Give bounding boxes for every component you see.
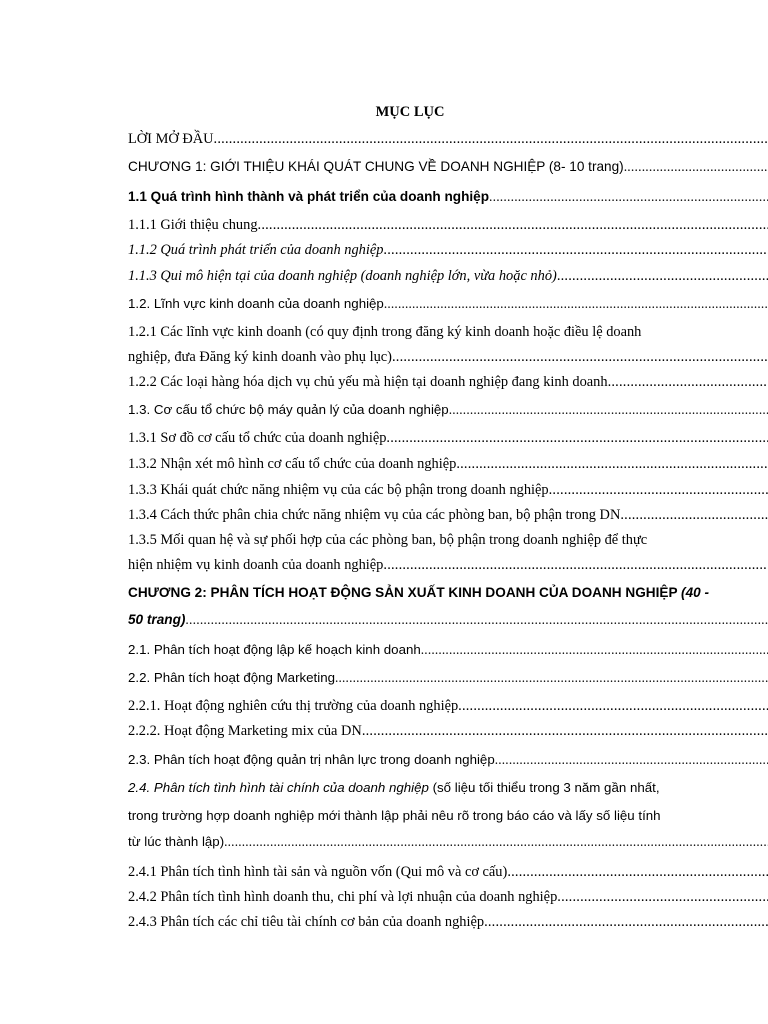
toc-entry-text: 2.4.1 Phân tích tình hình tài sản và nguồn vốn (Qui mô và cơ cấu) <box>128 864 508 880</box>
toc-entry-text: 2.4.2 Phân tích tình hình doanh thu, chi phí và lợi nhuận của doanh nghiệp <box>128 889 558 905</box>
toc-entry-text: 1.3.5 Mối quan hệ và sự phối hợp của các phòng ban, bộ phận trong doanh nghiệp để thực <box>128 532 648 548</box>
dot-leader <box>335 670 768 685</box>
toc-entry-line-1[interactable] <box>128 530 768 550</box>
toc-entry-text: 1.3.3 Khái quát chức năng nhiệm vụ của các bộ phận trong doanh nghiệp <box>128 482 549 498</box>
toc-entry[interactable] <box>128 428 768 448</box>
toc-entry-line-2[interactable] <box>128 347 768 367</box>
dot-leader <box>383 557 768 573</box>
toc-entry-text: 2.1. Phân tích hoạt động lập kế hoạch kinh doanh <box>128 642 421 657</box>
dot-leader <box>392 349 768 365</box>
dot-leader <box>224 834 768 849</box>
dot-leader <box>214 131 768 147</box>
dot-leader <box>421 642 768 657</box>
toc-entry-page-range: (40 - <box>681 585 709 600</box>
dot-leader <box>258 217 768 233</box>
toc-entry[interactable] <box>128 129 768 149</box>
toc-entry[interactable] <box>128 640 768 660</box>
dot-leader <box>620 507 768 523</box>
toc-entry-text: 1.3.4 Cách thức phân chia chức năng nhiệm vụ của các phòng ban, bộ phận trong DN <box>128 507 621 523</box>
toc-entry-line-1[interactable] <box>128 583 768 603</box>
toc-entry[interactable] <box>128 454 768 474</box>
toc-entry[interactable] <box>128 480 768 500</box>
toc-entry-text: 1.1.1 Giới thiệu chung <box>128 217 258 233</box>
toc-entry-text: 1.2.1 Các lĩnh vực kinh doanh (có quy định trong đăng ký kinh doanh hoặc điều lệ doanh <box>128 324 642 340</box>
toc-entry-line-1[interactable] <box>128 322 768 342</box>
toc-entry[interactable] <box>128 862 768 882</box>
toc-entry-text: 1.2.2 Các loại hàng hóa dịch vụ chủ yếu mà hiện tại doanh nghiệp đang kinh doanh <box>128 374 608 390</box>
toc-entry-text: CHƯƠNG 1: GIỚI THIỆU KHÁI QUÁT CHUNG VỀ DOANH NGHIỆP (8- 10 trang) <box>128 159 624 174</box>
dot-leader <box>362 723 768 739</box>
toc-entry[interactable] <box>128 668 768 688</box>
dot-leader <box>489 189 768 204</box>
dot-leader <box>449 402 768 417</box>
toc-entry-text: 1.1 Quá trình hình thành và phát triển của doanh nghiệp <box>128 189 490 204</box>
toc-entry-text: nghiệp, đưa Đăng ký kinh doanh vào phụ lục) <box>128 349 392 365</box>
toc-entry[interactable] <box>128 696 768 716</box>
toc-entry-line-1[interactable] <box>128 778 768 798</box>
toc-entry[interactable] <box>128 240 768 260</box>
toc-entry-text: 1.3. Cơ cấu tổ chức bộ máy quản lý của doanh nghiệp <box>128 402 449 417</box>
toc-entry-text: 2.4.3 Phân tích các chỉ tiêu tài chính cơ bản của doanh nghiệp <box>128 914 485 930</box>
toc-entry-text: 2.2.1. Hoạt động nghiên cứu thị trường của doanh nghiệp <box>128 698 459 714</box>
toc-entry-line-3[interactable] <box>128 832 768 852</box>
toc-entry[interactable] <box>128 887 768 907</box>
toc-entry[interactable] <box>128 266 768 286</box>
dot-leader <box>484 914 768 930</box>
toc-entry[interactable] <box>128 505 768 525</box>
dot-leader <box>557 889 768 905</box>
toc-entry-note: trong trường hợp doanh nghiệp mới thành lập phải nêu rõ trong báo cáo và lấy số liệu tính <box>128 808 661 823</box>
page-title: MỤC LỤC <box>375 104 445 120</box>
toc-entry-note: từ lúc thành lập) <box>128 834 225 849</box>
toc-entry-text: 2.3. Phân tích hoạt động quản trị nhân lực trong doanh nghiệp <box>128 752 495 767</box>
toc-entry-text: CHƯƠNG 2: PHÂN TÍCH HOẠT ĐỘNG SẢN XUẤT KINH DOANH CỦA DOANH NGHIỆP <box>128 585 678 600</box>
toc-entry[interactable] <box>128 912 768 932</box>
toc-entry-line-2[interactable] <box>128 806 768 826</box>
toc-entry-note: (số liệu tối thiểu trong 3 năm gần nhất, <box>428 780 660 795</box>
toc-entry-line-2[interactable] <box>128 610 768 630</box>
toc-entry-line-2[interactable] <box>128 555 768 575</box>
dot-leader <box>456 456 768 472</box>
dot-leader <box>185 612 768 627</box>
toc-entry[interactable] <box>128 294 768 314</box>
toc-entry-text: 1.1.2 Quá trình phát triển của doanh nghiệp <box>128 242 384 258</box>
dot-leader <box>458 698 768 714</box>
toc-entry[interactable] <box>128 372 768 392</box>
toc-entry[interactable] <box>128 721 768 741</box>
toc-entry-text: 50 trang) <box>128 612 186 627</box>
dot-leader <box>386 430 768 446</box>
toc-entry[interactable] <box>128 750 768 770</box>
dot-leader <box>608 374 768 390</box>
toc-entry-text: 1.3.1 Sơ đồ cơ cấu tổ chức của doanh nghiệp <box>128 430 387 446</box>
toc-entry[interactable] <box>128 187 768 207</box>
dot-leader <box>384 296 768 311</box>
dot-leader <box>549 482 768 498</box>
toc-entry-text: 1.2. Lĩnh vực kinh doanh của doanh nghiệp <box>128 296 384 311</box>
toc-entry[interactable] <box>128 215 768 235</box>
toc-entry-text: hiện nhiệm vụ kinh doanh của doanh nghiệp <box>128 557 384 573</box>
toc-entry[interactable] <box>128 157 768 177</box>
toc-entry-text: 2.2. Phân tích hoạt động Marketing <box>128 670 335 685</box>
dot-leader <box>557 268 768 284</box>
dot-leader <box>507 864 768 880</box>
toc-entry-text: LỜI MỞ ĐẦU <box>128 131 214 147</box>
dot-leader <box>495 752 768 767</box>
toc-entry-text: 2.2.2. Hoạt động Marketing mix của DN <box>128 723 362 739</box>
toc-entry-text: 1.1.3 Qui mô hiện tại của doanh nghiệp (doanh nghiệp lớn, vừa hoặc nhỏ) <box>128 268 557 284</box>
dot-leader <box>383 242 768 258</box>
dot-leader <box>624 159 768 174</box>
toc-entry[interactable] <box>128 400 768 420</box>
toc-entry-text: 1.3.2 Nhận xét mô hình cơ cấu tổ chức của doanh nghiệp <box>128 456 457 472</box>
toc-entry-text: 2.4. Phân tích tình hình tài chính của doanh nghiệp <box>128 780 429 795</box>
